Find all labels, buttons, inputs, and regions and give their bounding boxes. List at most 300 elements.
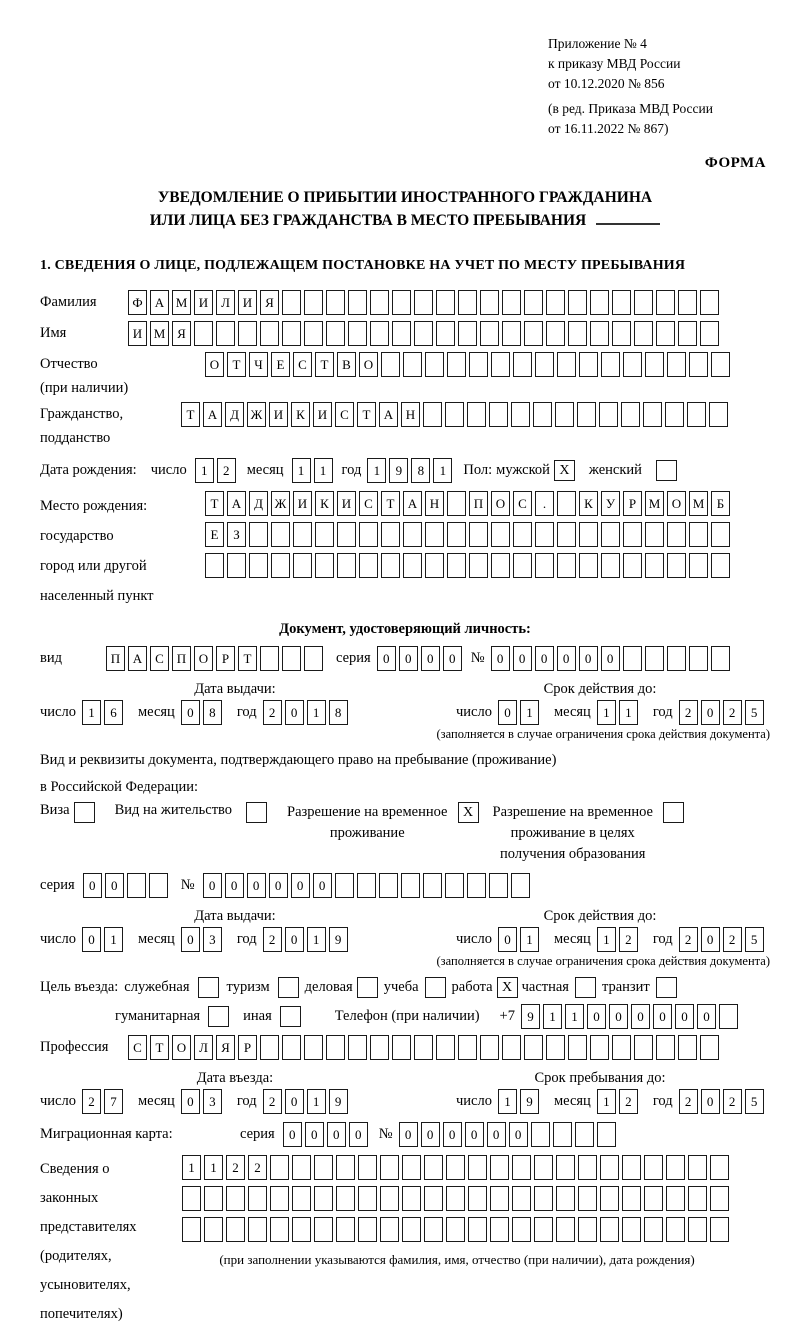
char-cell[interactable] <box>380 1186 399 1211</box>
char-cell[interactable]: 0 <box>269 873 288 898</box>
char-cell[interactable]: 2 <box>723 927 742 952</box>
char-cell[interactable]: Н <box>425 491 444 516</box>
char-cell[interactable] <box>392 290 411 315</box>
char-cell[interactable] <box>315 553 334 578</box>
char-cell[interactable] <box>425 522 444 547</box>
char-cell[interactable]: 0 <box>327 1122 346 1147</box>
char-cell[interactable]: 1 <box>104 927 123 952</box>
char-cell[interactable] <box>556 1217 575 1242</box>
char-cell[interactable] <box>546 290 565 315</box>
char-cell[interactable]: 0 <box>83 873 102 898</box>
char-cell[interactable] <box>512 1217 531 1242</box>
char-cell[interactable]: П <box>469 491 488 516</box>
purpose-study-checkbox[interactable] <box>425 977 446 998</box>
char-cell[interactable]: 1 <box>195 458 214 483</box>
char-cell[interactable]: 0 <box>291 873 310 898</box>
char-cell[interactable]: 0 <box>105 873 124 898</box>
char-cell[interactable] <box>546 1035 565 1060</box>
char-cell[interactable]: 7 <box>104 1089 123 1114</box>
char-cell[interactable] <box>678 290 697 315</box>
char-cell[interactable] <box>401 873 420 898</box>
char-cell[interactable] <box>656 321 675 346</box>
char-cell[interactable] <box>546 321 565 346</box>
char-cell[interactable] <box>436 1035 455 1060</box>
char-cell[interactable]: . <box>535 491 554 516</box>
char-cell[interactable]: Л <box>216 290 235 315</box>
char-cell[interactable] <box>447 491 466 516</box>
char-cell[interactable]: О <box>194 646 213 671</box>
char-cell[interactable]: 0 <box>465 1122 484 1147</box>
char-cell[interactable] <box>489 402 508 427</box>
char-cell[interactable] <box>490 1186 509 1211</box>
char-cell[interactable]: 1 <box>204 1155 223 1180</box>
char-cell[interactable]: 9 <box>389 458 408 483</box>
char-cell[interactable] <box>468 1217 487 1242</box>
char-cell[interactable]: Ч <box>249 352 268 377</box>
char-cell[interactable]: 0 <box>349 1122 368 1147</box>
char-cell[interactable]: 2 <box>263 927 282 952</box>
char-cell[interactable]: 5 <box>745 700 764 725</box>
char-cell[interactable]: С <box>335 402 354 427</box>
char-cell[interactable]: Ж <box>271 491 290 516</box>
char-cell[interactable]: 2 <box>679 700 698 725</box>
char-cell[interactable] <box>622 1186 641 1211</box>
char-cell[interactable] <box>644 1155 663 1180</box>
char-cell[interactable]: 0 <box>513 646 532 671</box>
char-cell[interactable]: Т <box>315 352 334 377</box>
char-cell[interactable] <box>358 1155 377 1180</box>
char-cell[interactable]: 2 <box>226 1155 245 1180</box>
char-cell[interactable]: 0 <box>498 927 517 952</box>
char-cell[interactable] <box>612 1035 631 1060</box>
char-cell[interactable] <box>380 1217 399 1242</box>
char-cell[interactable]: 6 <box>104 700 123 725</box>
char-cell[interactable] <box>599 402 618 427</box>
char-cell[interactable] <box>710 1186 729 1211</box>
char-cell[interactable] <box>621 402 640 427</box>
char-cell[interactable]: 1 <box>307 700 326 725</box>
char-cell[interactable] <box>423 402 442 427</box>
char-cell[interactable]: 2 <box>619 927 638 952</box>
char-cell[interactable] <box>226 1217 245 1242</box>
char-cell[interactable]: Т <box>357 402 376 427</box>
char-cell[interactable] <box>575 1122 594 1147</box>
char-cell[interactable] <box>601 522 620 547</box>
char-cell[interactable]: Т <box>181 402 200 427</box>
char-cell[interactable] <box>458 1035 477 1060</box>
char-cell[interactable] <box>403 522 422 547</box>
char-cell[interactable]: 5 <box>745 1089 764 1114</box>
purpose-humanitarian-checkbox[interactable] <box>208 1006 229 1027</box>
char-cell[interactable] <box>381 352 400 377</box>
char-cell[interactable] <box>282 321 301 346</box>
char-cell[interactable] <box>402 1155 421 1180</box>
char-cell[interactable] <box>414 321 433 346</box>
char-cell[interactable] <box>502 321 521 346</box>
char-cell[interactable]: 0 <box>181 1089 200 1114</box>
char-cell[interactable] <box>271 553 290 578</box>
char-cell[interactable] <box>688 1186 707 1211</box>
char-cell[interactable]: 0 <box>609 1004 628 1029</box>
char-cell[interactable] <box>513 522 532 547</box>
char-cell[interactable] <box>292 1186 311 1211</box>
char-cell[interactable]: П <box>172 646 191 671</box>
char-cell[interactable]: 1 <box>619 700 638 725</box>
char-cell[interactable] <box>370 290 389 315</box>
char-cell[interactable] <box>293 553 312 578</box>
char-cell[interactable]: 8 <box>411 458 430 483</box>
char-cell[interactable]: Е <box>205 522 224 547</box>
char-cell[interactable] <box>491 352 510 377</box>
char-cell[interactable] <box>314 1155 333 1180</box>
char-cell[interactable]: Б <box>711 491 730 516</box>
char-cell[interactable]: П <box>106 646 125 671</box>
char-cell[interactable] <box>534 1217 553 1242</box>
char-cell[interactable]: 1 <box>307 1089 326 1114</box>
char-cell[interactable] <box>688 1155 707 1180</box>
char-cell[interactable] <box>535 553 554 578</box>
char-cell[interactable] <box>678 1035 697 1060</box>
char-cell[interactable]: 2 <box>263 700 282 725</box>
char-cell[interactable] <box>446 1155 465 1180</box>
char-cell[interactable]: 1 <box>543 1004 562 1029</box>
char-cell[interactable]: К <box>579 491 598 516</box>
char-cell[interactable] <box>710 1217 729 1242</box>
char-cell[interactable] <box>480 1035 499 1060</box>
char-cell[interactable] <box>249 553 268 578</box>
char-cell[interactable] <box>557 352 576 377</box>
char-cell[interactable]: 2 <box>723 700 742 725</box>
char-cell[interactable] <box>700 1035 719 1060</box>
char-cell[interactable] <box>568 321 587 346</box>
char-cell[interactable]: 0 <box>399 1122 418 1147</box>
char-cell[interactable]: Л <box>194 1035 213 1060</box>
char-cell[interactable] <box>645 352 664 377</box>
char-cell[interactable] <box>270 1155 289 1180</box>
char-cell[interactable] <box>535 522 554 547</box>
char-cell[interactable] <box>226 1186 245 1211</box>
char-cell[interactable]: О <box>172 1035 191 1060</box>
char-cell[interactable]: О <box>205 352 224 377</box>
char-cell[interactable]: 0 <box>491 646 510 671</box>
char-cell[interactable] <box>490 1217 509 1242</box>
char-cell[interactable]: Р <box>238 1035 257 1060</box>
sex-male-checkbox[interactable]: X <box>554 460 575 481</box>
char-cell[interactable]: 0 <box>487 1122 506 1147</box>
char-cell[interactable]: 0 <box>557 646 576 671</box>
char-cell[interactable] <box>304 1035 323 1060</box>
char-cell[interactable] <box>511 402 530 427</box>
char-cell[interactable] <box>238 321 257 346</box>
char-cell[interactable] <box>425 352 444 377</box>
char-cell[interactable]: 8 <box>329 700 348 725</box>
char-cell[interactable]: 0 <box>535 646 554 671</box>
char-cell[interactable] <box>612 321 631 346</box>
char-cell[interactable] <box>512 1155 531 1180</box>
char-cell[interactable] <box>555 402 574 427</box>
char-cell[interactable] <box>710 1155 729 1180</box>
char-cell[interactable] <box>480 321 499 346</box>
char-cell[interactable] <box>424 1186 443 1211</box>
char-cell[interactable] <box>689 553 708 578</box>
char-cell[interactable] <box>469 553 488 578</box>
char-cell[interactable] <box>359 553 378 578</box>
char-cell[interactable]: А <box>403 491 422 516</box>
char-cell[interactable] <box>491 522 510 547</box>
char-cell[interactable] <box>358 1186 377 1211</box>
char-cell[interactable]: 1 <box>314 458 333 483</box>
char-cell[interactable]: 0 <box>675 1004 694 1029</box>
char-cell[interactable] <box>623 352 642 377</box>
char-cell[interactable]: И <box>313 402 332 427</box>
char-cell[interactable] <box>292 1155 311 1180</box>
char-cell[interactable] <box>282 290 301 315</box>
char-cell[interactable]: Я <box>260 290 279 315</box>
char-cell[interactable]: 0 <box>601 646 620 671</box>
char-cell[interactable] <box>524 1035 543 1060</box>
char-cell[interactable] <box>502 1035 521 1060</box>
char-cell[interactable]: 2 <box>82 1089 101 1114</box>
char-cell[interactable] <box>623 646 642 671</box>
char-cell[interactable] <box>666 1155 685 1180</box>
char-cell[interactable] <box>622 1217 641 1242</box>
char-cell[interactable]: 0 <box>509 1122 528 1147</box>
char-cell[interactable]: Ф <box>128 290 147 315</box>
char-cell[interactable] <box>579 352 598 377</box>
char-cell[interactable] <box>687 402 706 427</box>
char-cell[interactable] <box>568 1035 587 1060</box>
sex-female-checkbox[interactable] <box>656 460 677 481</box>
char-cell[interactable]: С <box>513 491 532 516</box>
char-cell[interactable] <box>260 646 279 671</box>
char-cell[interactable] <box>194 321 213 346</box>
char-cell[interactable]: О <box>491 491 510 516</box>
char-cell[interactable]: О <box>359 352 378 377</box>
char-cell[interactable] <box>326 290 345 315</box>
char-cell[interactable] <box>480 290 499 315</box>
char-cell[interactable]: 0 <box>587 1004 606 1029</box>
char-cell[interactable] <box>292 1217 311 1242</box>
char-cell[interactable] <box>447 553 466 578</box>
char-cell[interactable]: 5 <box>745 927 764 952</box>
char-cell[interactable]: И <box>128 321 147 346</box>
char-cell[interactable] <box>336 1186 355 1211</box>
char-cell[interactable]: З <box>227 522 246 547</box>
char-cell[interactable]: 2 <box>619 1089 638 1114</box>
char-cell[interactable] <box>402 1217 421 1242</box>
char-cell[interactable]: А <box>150 290 169 315</box>
char-cell[interactable] <box>304 646 323 671</box>
char-cell[interactable] <box>270 1217 289 1242</box>
char-cell[interactable] <box>467 873 486 898</box>
char-cell[interactable]: 2 <box>679 927 698 952</box>
char-cell[interactable]: 9 <box>329 1089 348 1114</box>
char-cell[interactable]: 1 <box>307 927 326 952</box>
char-cell[interactable] <box>358 1217 377 1242</box>
char-cell[interactable] <box>689 646 708 671</box>
char-cell[interactable]: 0 <box>285 700 304 725</box>
char-cell[interactable]: 2 <box>248 1155 267 1180</box>
char-cell[interactable] <box>700 290 719 315</box>
char-cell[interactable]: И <box>337 491 356 516</box>
char-cell[interactable]: М <box>645 491 664 516</box>
char-cell[interactable] <box>424 1155 443 1180</box>
char-cell[interactable] <box>568 290 587 315</box>
char-cell[interactable]: 0 <box>443 1122 462 1147</box>
char-cell[interactable] <box>600 1186 619 1211</box>
char-cell[interactable]: 0 <box>653 1004 672 1029</box>
char-cell[interactable]: М <box>172 290 191 315</box>
char-cell[interactable] <box>127 873 146 898</box>
char-cell[interactable] <box>270 1186 289 1211</box>
char-cell[interactable] <box>348 321 367 346</box>
char-cell[interactable] <box>711 352 730 377</box>
char-cell[interactable]: 0 <box>247 873 266 898</box>
char-cell[interactable] <box>326 321 345 346</box>
char-cell[interactable]: 0 <box>421 1122 440 1147</box>
char-cell[interactable]: 0 <box>443 646 462 671</box>
char-cell[interactable] <box>601 553 620 578</box>
char-cell[interactable] <box>467 402 486 427</box>
char-cell[interactable] <box>216 321 235 346</box>
char-cell[interactable] <box>512 1186 531 1211</box>
char-cell[interactable]: 0 <box>631 1004 650 1029</box>
char-cell[interactable]: 9 <box>520 1089 539 1114</box>
char-cell[interactable] <box>579 522 598 547</box>
char-cell[interactable]: 2 <box>217 458 236 483</box>
char-cell[interactable]: 1 <box>367 458 386 483</box>
char-cell[interactable]: 1 <box>597 927 616 952</box>
temp-residence-checkbox[interactable]: X <box>458 802 479 823</box>
char-cell[interactable]: 1 <box>565 1004 584 1029</box>
char-cell[interactable]: В <box>337 352 356 377</box>
char-cell[interactable]: 1 <box>520 700 539 725</box>
char-cell[interactable] <box>534 1186 553 1211</box>
char-cell[interactable] <box>666 1217 685 1242</box>
char-cell[interactable]: А <box>379 402 398 427</box>
char-cell[interactable] <box>700 321 719 346</box>
char-cell[interactable]: 0 <box>285 1089 304 1114</box>
char-cell[interactable] <box>469 352 488 377</box>
char-cell[interactable]: 0 <box>697 1004 716 1029</box>
char-cell[interactable]: 1 <box>82 700 101 725</box>
char-cell[interactable]: Р <box>623 491 642 516</box>
char-cell[interactable]: У <box>601 491 620 516</box>
char-cell[interactable]: С <box>359 491 378 516</box>
char-cell[interactable] <box>468 1155 487 1180</box>
char-cell[interactable]: Я <box>172 321 191 346</box>
char-cell[interactable]: И <box>293 491 312 516</box>
char-cell[interactable]: А <box>227 491 246 516</box>
char-cell[interactable] <box>667 352 686 377</box>
char-cell[interactable] <box>446 1217 465 1242</box>
char-cell[interactable] <box>557 522 576 547</box>
char-cell[interactable] <box>249 522 268 547</box>
char-cell[interactable] <box>348 1035 367 1060</box>
char-cell[interactable]: Т <box>150 1035 169 1060</box>
char-cell[interactable]: 0 <box>225 873 244 898</box>
char-cell[interactable] <box>282 646 301 671</box>
char-cell[interactable] <box>491 553 510 578</box>
char-cell[interactable] <box>678 321 697 346</box>
char-cell[interactable] <box>445 873 464 898</box>
char-cell[interactable]: 0 <box>421 646 440 671</box>
char-cell[interactable] <box>688 1217 707 1242</box>
char-cell[interactable]: И <box>269 402 288 427</box>
char-cell[interactable]: Т <box>381 491 400 516</box>
char-cell[interactable]: А <box>203 402 222 427</box>
char-cell[interactable] <box>468 1186 487 1211</box>
char-cell[interactable] <box>227 553 246 578</box>
char-cell[interactable]: Т <box>238 646 257 671</box>
char-cell[interactable] <box>557 491 576 516</box>
char-cell[interactable]: М <box>689 491 708 516</box>
char-cell[interactable]: М <box>150 321 169 346</box>
char-cell[interactable]: И <box>238 290 257 315</box>
residence-permit-checkbox[interactable] <box>246 802 267 823</box>
char-cell[interactable] <box>656 290 675 315</box>
char-cell[interactable] <box>634 1035 653 1060</box>
char-cell[interactable] <box>711 553 730 578</box>
char-cell[interactable] <box>634 321 653 346</box>
char-cell[interactable] <box>424 1217 443 1242</box>
title-blank-line[interactable] <box>596 209 660 225</box>
char-cell[interactable]: 2 <box>679 1089 698 1114</box>
char-cell[interactable] <box>622 1155 641 1180</box>
purpose-transit-checkbox[interactable] <box>656 977 677 998</box>
char-cell[interactable] <box>711 646 730 671</box>
char-cell[interactable] <box>357 873 376 898</box>
char-cell[interactable] <box>513 352 532 377</box>
char-cell[interactable] <box>182 1217 201 1242</box>
char-cell[interactable] <box>533 402 552 427</box>
char-cell[interactable] <box>556 1186 575 1211</box>
purpose-private-checkbox[interactable] <box>575 977 596 998</box>
char-cell[interactable] <box>336 1155 355 1180</box>
char-cell[interactable] <box>282 1035 301 1060</box>
char-cell[interactable] <box>293 522 312 547</box>
char-cell[interactable]: Н <box>401 402 420 427</box>
char-cell[interactable] <box>577 402 596 427</box>
char-cell[interactable] <box>379 873 398 898</box>
char-cell[interactable]: 0 <box>82 927 101 952</box>
char-cell[interactable]: 8 <box>203 700 222 725</box>
char-cell[interactable] <box>469 522 488 547</box>
char-cell[interactable] <box>578 1186 597 1211</box>
char-cell[interactable]: 0 <box>181 700 200 725</box>
char-cell[interactable] <box>447 522 466 547</box>
char-cell[interactable]: Т <box>227 352 246 377</box>
char-cell[interactable]: 0 <box>313 873 332 898</box>
char-cell[interactable] <box>336 1217 355 1242</box>
char-cell[interactable] <box>665 402 684 427</box>
char-cell[interactable] <box>370 321 389 346</box>
char-cell[interactable]: 0 <box>498 700 517 725</box>
char-cell[interactable]: 9 <box>521 1004 540 1029</box>
purpose-commercial-checkbox[interactable] <box>357 977 378 998</box>
purpose-business-checkbox[interactable] <box>198 977 219 998</box>
char-cell[interactable]: К <box>315 491 334 516</box>
char-cell[interactable] <box>248 1186 267 1211</box>
char-cell[interactable] <box>623 553 642 578</box>
char-cell[interactable] <box>392 1035 411 1060</box>
char-cell[interactable] <box>556 1155 575 1180</box>
char-cell[interactable]: 2 <box>263 1089 282 1114</box>
char-cell[interactable] <box>667 646 686 671</box>
char-cell[interactable] <box>314 1186 333 1211</box>
char-cell[interactable]: 1 <box>520 927 539 952</box>
char-cell[interactable] <box>601 352 620 377</box>
